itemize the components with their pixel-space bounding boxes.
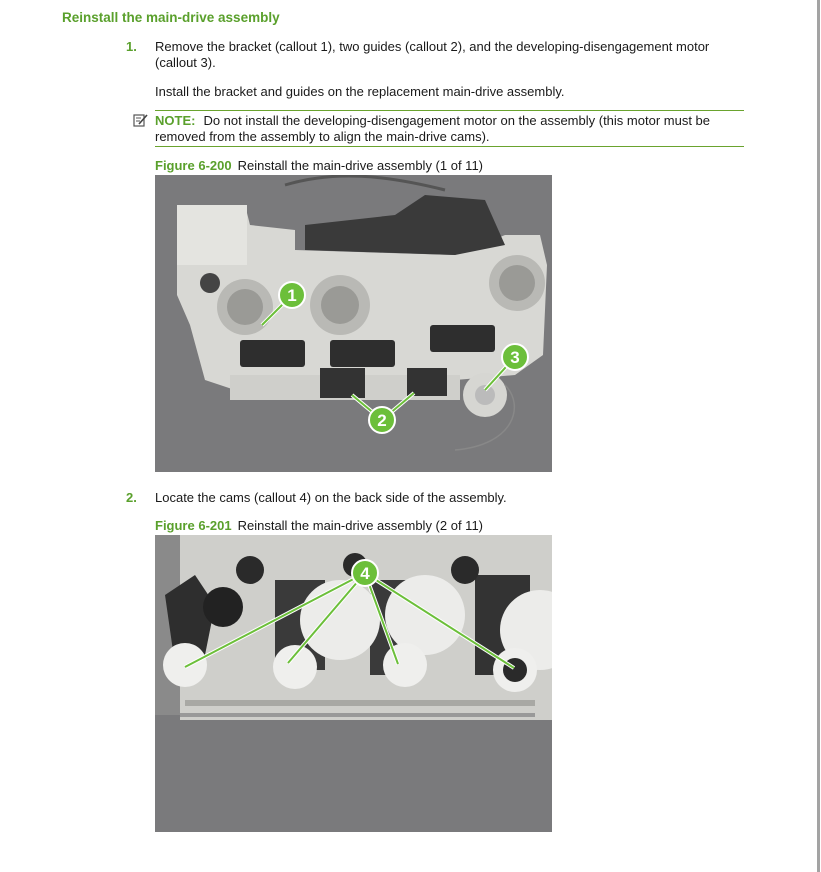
note-label: NOTE: bbox=[155, 113, 196, 128]
note-text: Do not install the developing-disengagement motor on the assembly (this motor must be removed from the assembly to align the main-drive cams). bbox=[155, 113, 710, 144]
svg-text:1: 1 bbox=[287, 286, 297, 305]
callout-1 bbox=[279, 282, 305, 308]
note-pencil-icon bbox=[133, 113, 149, 127]
step-number-1: 1. bbox=[126, 39, 137, 54]
page-edge-scrollbar bbox=[817, 0, 820, 872]
figure-caption-text: Reinstall the main-drive assembly (1 of 11) bbox=[237, 158, 484, 173]
callout-2 bbox=[369, 407, 395, 433]
svg-text:3: 3 bbox=[510, 348, 520, 367]
callout-4 bbox=[352, 560, 378, 586]
figure-caption-text: Reinstall the main-drive assembly (2 of 11) bbox=[237, 518, 484, 533]
note-box bbox=[155, 110, 744, 147]
figure-label: Figure 6-200 bbox=[155, 158, 232, 173]
figure-label: Figure 6-201 bbox=[155, 518, 232, 533]
step-number-2: 2. bbox=[126, 490, 137, 505]
svg-text:4: 4 bbox=[360, 564, 370, 583]
section-title: Reinstall the main-drive assembly bbox=[62, 10, 280, 25]
step-1-text: Remove the bracket (callout 1), two guides (callout 2), and the developing-disengagement motor (callout 3). bbox=[155, 39, 710, 70]
figure-caption-6-200 bbox=[155, 158, 483, 173]
figure-photo-6-200 bbox=[155, 175, 552, 472]
figure-caption-6-201 bbox=[155, 518, 483, 533]
figure-photo-6-201 bbox=[155, 535, 552, 832]
callout-3 bbox=[502, 344, 528, 370]
step-1-subtext: Install the bracket and guides on the replacement main-drive assembly. bbox=[155, 84, 565, 99]
svg-text:2: 2 bbox=[377, 411, 387, 430]
step-2-text: Locate the cams (callout 4) on the back side of the assembly. bbox=[155, 490, 507, 505]
